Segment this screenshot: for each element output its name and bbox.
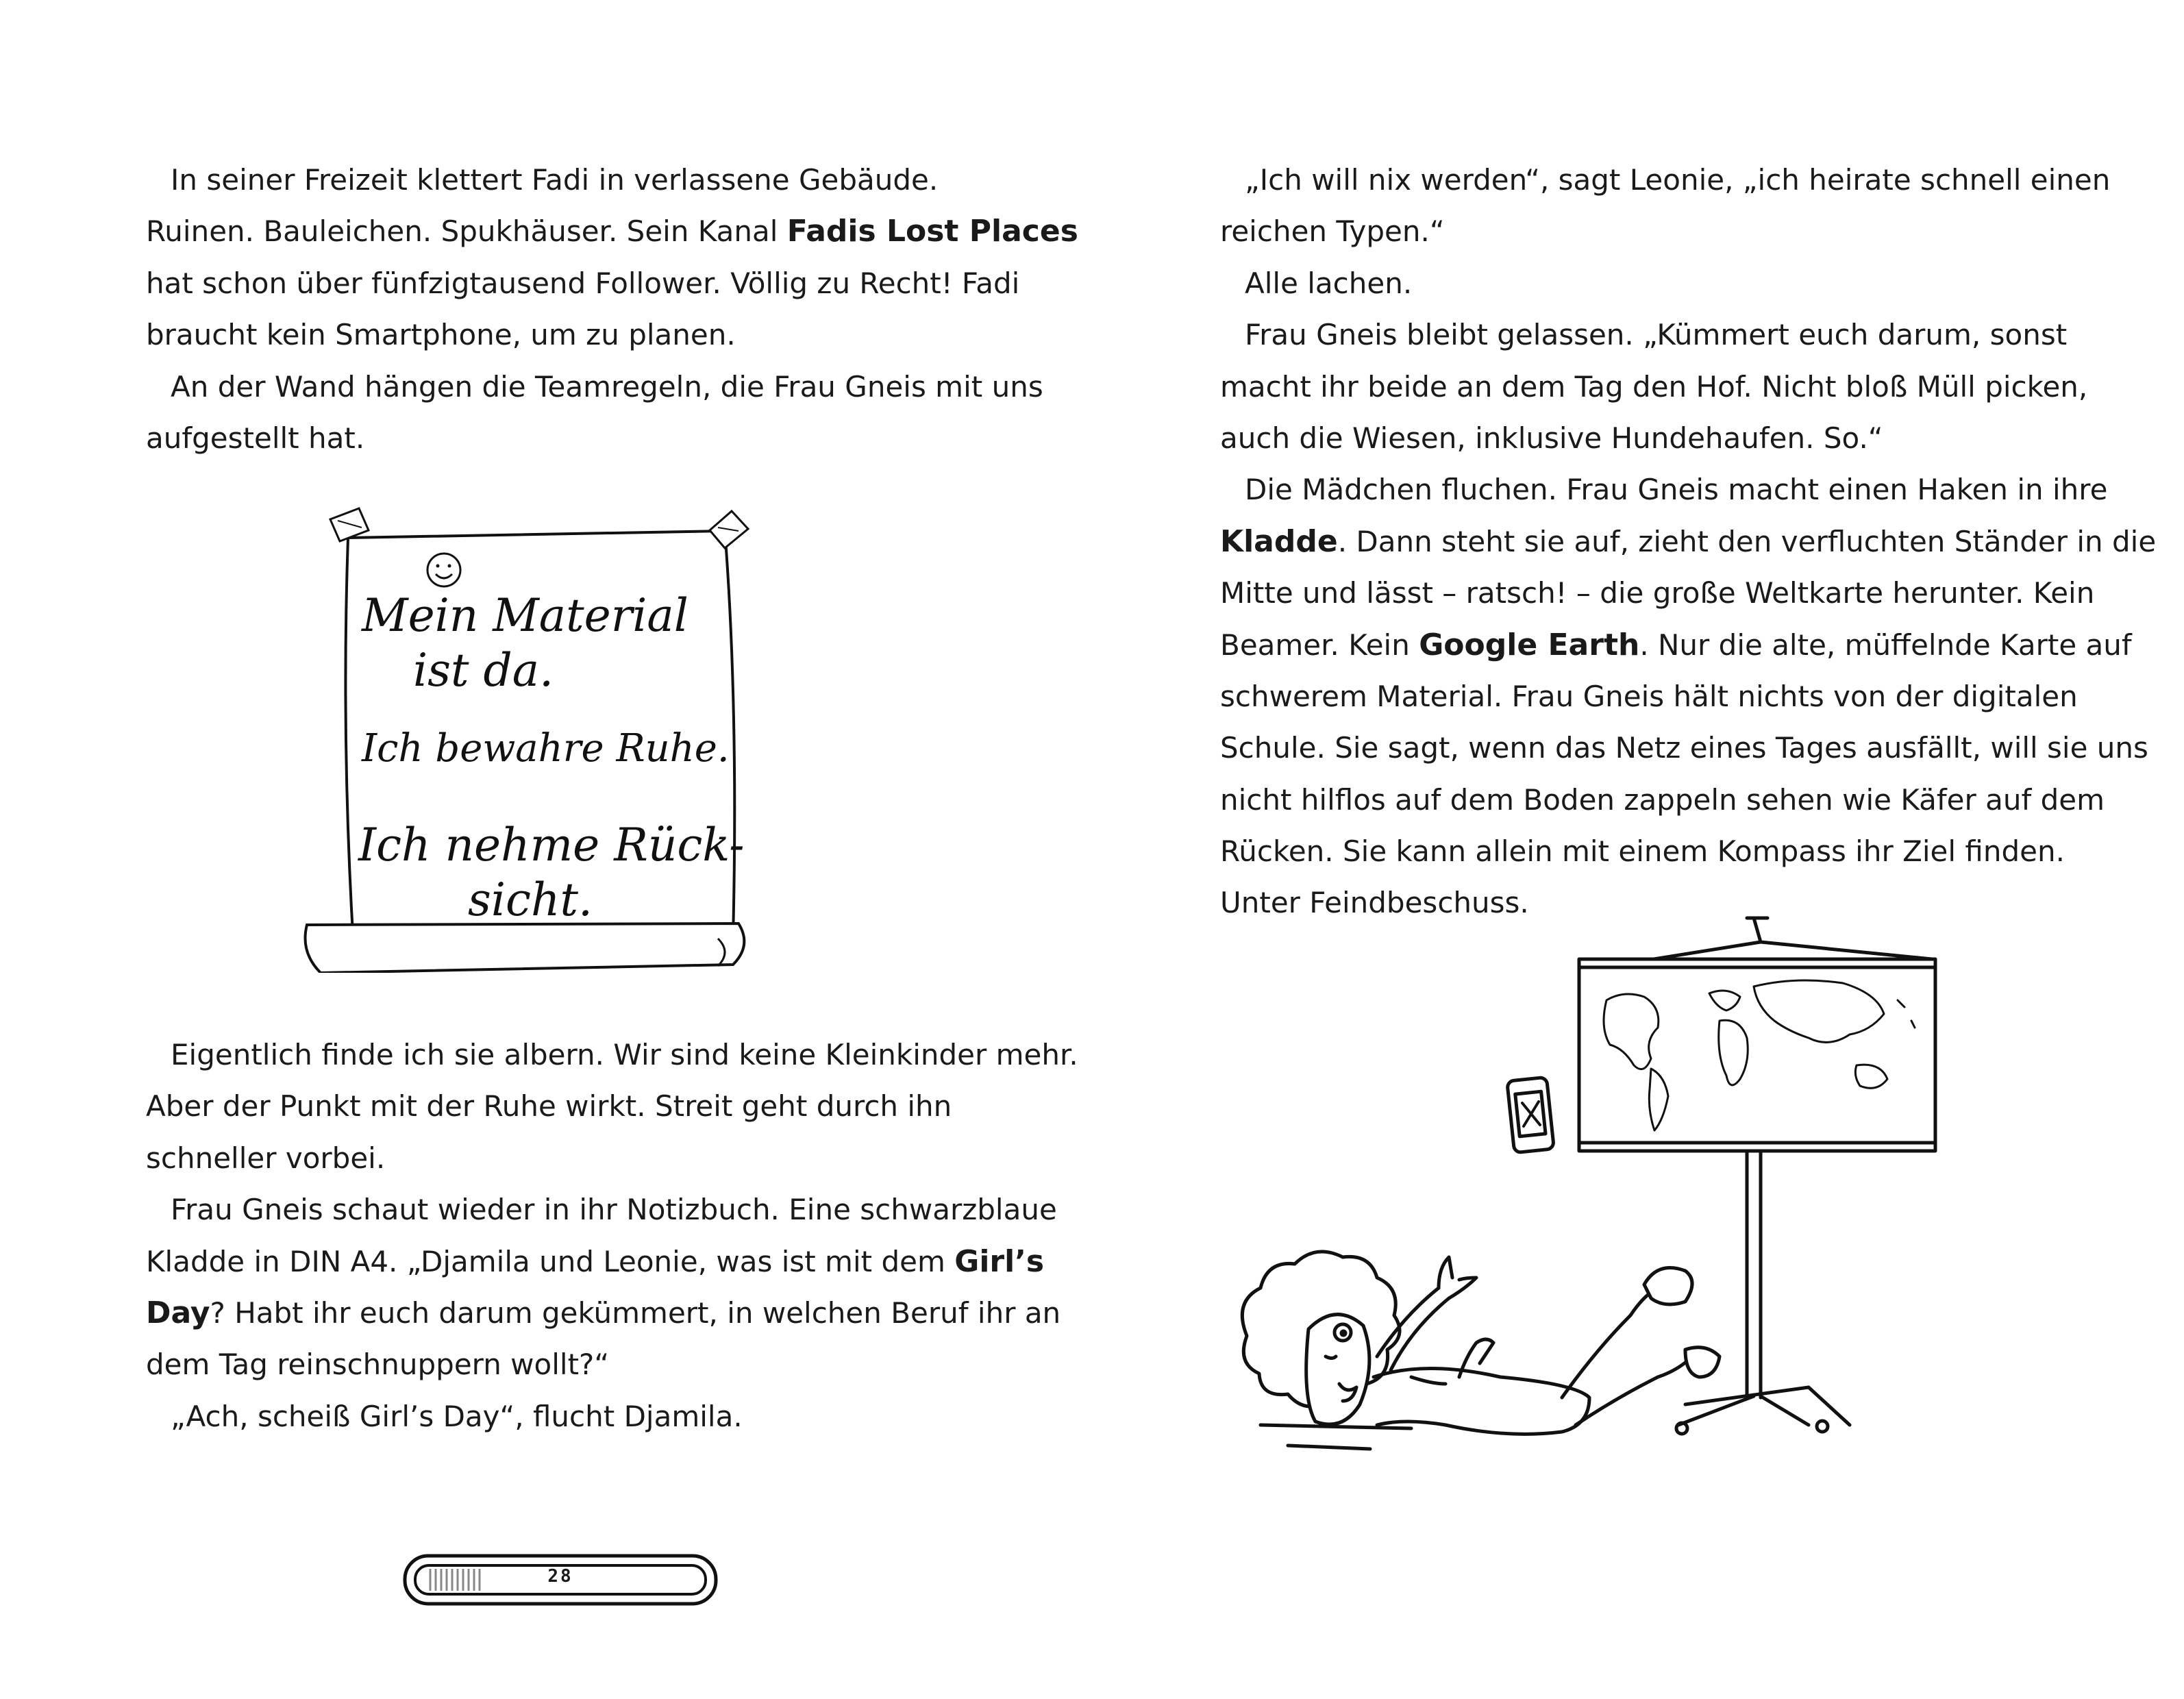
text-line: Aber der Punkt mit der Ruhe wirkt. Streit geht durch ihn [146, 1089, 952, 1124]
text-line: auch die Wiesen, inklusive Hundehaufen. So.“ [1220, 421, 1883, 455]
left-top-text [146, 154, 1078, 464]
text-line: Rücken. Sie kann allein mit einem Kompass ihr Ziel finden. [1220, 834, 2065, 869]
text-line: braucht kein Smartphone, um zu planen. [146, 318, 736, 352]
phone-x-icon [1507, 1077, 1554, 1152]
rule-1-line-1: Mein Material [362, 589, 688, 642]
map-stand-icon [1579, 918, 1935, 1434]
rule-1-line-2: ist da. [413, 644, 554, 697]
text-line: nicht hilflos auf dem Boden zappeln sehen wie Käfer auf dem [1220, 782, 2105, 817]
text-line: macht ihr beide an dem Tag den Hof. Nicht bloß Müll picken, [1220, 369, 2088, 404]
team-rules-poster [300, 500, 752, 973]
text-line: aufgestellt hat. [146, 421, 365, 455]
highlight-day: Day [146, 1295, 210, 1330]
text-line [146, 1236, 1045, 1287]
text-line [1220, 619, 2132, 671]
text-line: Frau Gneis bleibt gelassen. „Kümmert euch darum, sonst [1245, 318, 2068, 352]
text-line: Mitte und lässt – ratsch! – die große Weltkarte herunter. Kein [1220, 576, 2095, 610]
text-line: Frau Gneis schaut wieder in ihr Notizbuch. Eine schwarzblaue [171, 1193, 1057, 1227]
text-span: . Nur die alte, müffelnde Karte auf [1639, 628, 2132, 662]
page-number: 28 [547, 1566, 573, 1587]
rule-2: Ich bewahre Ruhe. [362, 726, 730, 771]
text-line: „Ich will nix werden“, sagt Leonie, „ich heirate schnell einen [1245, 163, 2111, 197]
highlight-google-earth: Google Earth [1419, 627, 1640, 662]
text-line [146, 206, 1078, 257]
text-span: . Dann steht sie auf, zieht den verfluchten Ständer in die [1337, 524, 2157, 558]
text-line: Schule. Sie sagt, wenn das Netz eines Tages ausfällt, will sie uns [1220, 731, 2148, 765]
rule-3-line-2: sicht. [468, 873, 593, 926]
right-text [1220, 154, 2157, 929]
highlight-channel-name: Fadis Lost Places [786, 214, 1078, 249]
text-span: Ruinen. Bauleichen. Spukhäuser. Sein Kanal [146, 214, 787, 249]
text-line: Alle lachen. [1245, 266, 1413, 300]
highlight-girls: Girl’s [954, 1243, 1045, 1279]
text-line: schneller vorbei. [146, 1141, 386, 1175]
text-line: An der Wand hängen die Teamregeln, die Frau Gneis mit uns [171, 369, 1043, 404]
text-line: „Ach, scheiß Girl’s Day“, flucht Djamila. [171, 1399, 743, 1433]
boy-figure-icon [1242, 1252, 1720, 1449]
text-line: reichen Typen.“ [1220, 214, 1445, 249]
text-line [1220, 516, 2157, 567]
illustration-boy-and-map [1206, 904, 1959, 1535]
text-line: hat schon über fünfzigtausend Follower. Völlig zu Recht! Fadi [146, 266, 1020, 300]
text-line [146, 1287, 1061, 1339]
rule-3-line-1: Ich nehme Rück- [358, 819, 745, 871]
highlight-kladde: Kladde [1220, 523, 1338, 559]
page-number-bar [403, 1554, 718, 1606]
text-line: Unter Feindbeschuss. [1220, 886, 1529, 920]
text-line: dem Tag reinschnuppern wollt?“ [146, 1348, 610, 1382]
text-span: ? Habt ihr euch darum gekümmert, in welchen Beruf ihr an [210, 1295, 1061, 1330]
text-line: schwerem Material. Frau Gneis hält nichts von der digitalen [1220, 679, 2078, 713]
text-span: Kladde in DIN A4. „Djamila und Leonie, was ist mit dem [146, 1244, 955, 1278]
text-line: Eigentlich finde ich sie albern. Wir sind keine Kleinkinder mehr. [171, 1038, 1078, 1071]
left-bottom-text [146, 1029, 1078, 1442]
text-line: Die Mädchen fluchen. Frau Gneis macht einen Haken in ihre [1245, 473, 2108, 507]
text-span: Beamer. Kein [1220, 628, 1419, 662]
text-line: In seiner Freizeit klettert Fadi in verlassene Gebäude. [171, 163, 939, 197]
